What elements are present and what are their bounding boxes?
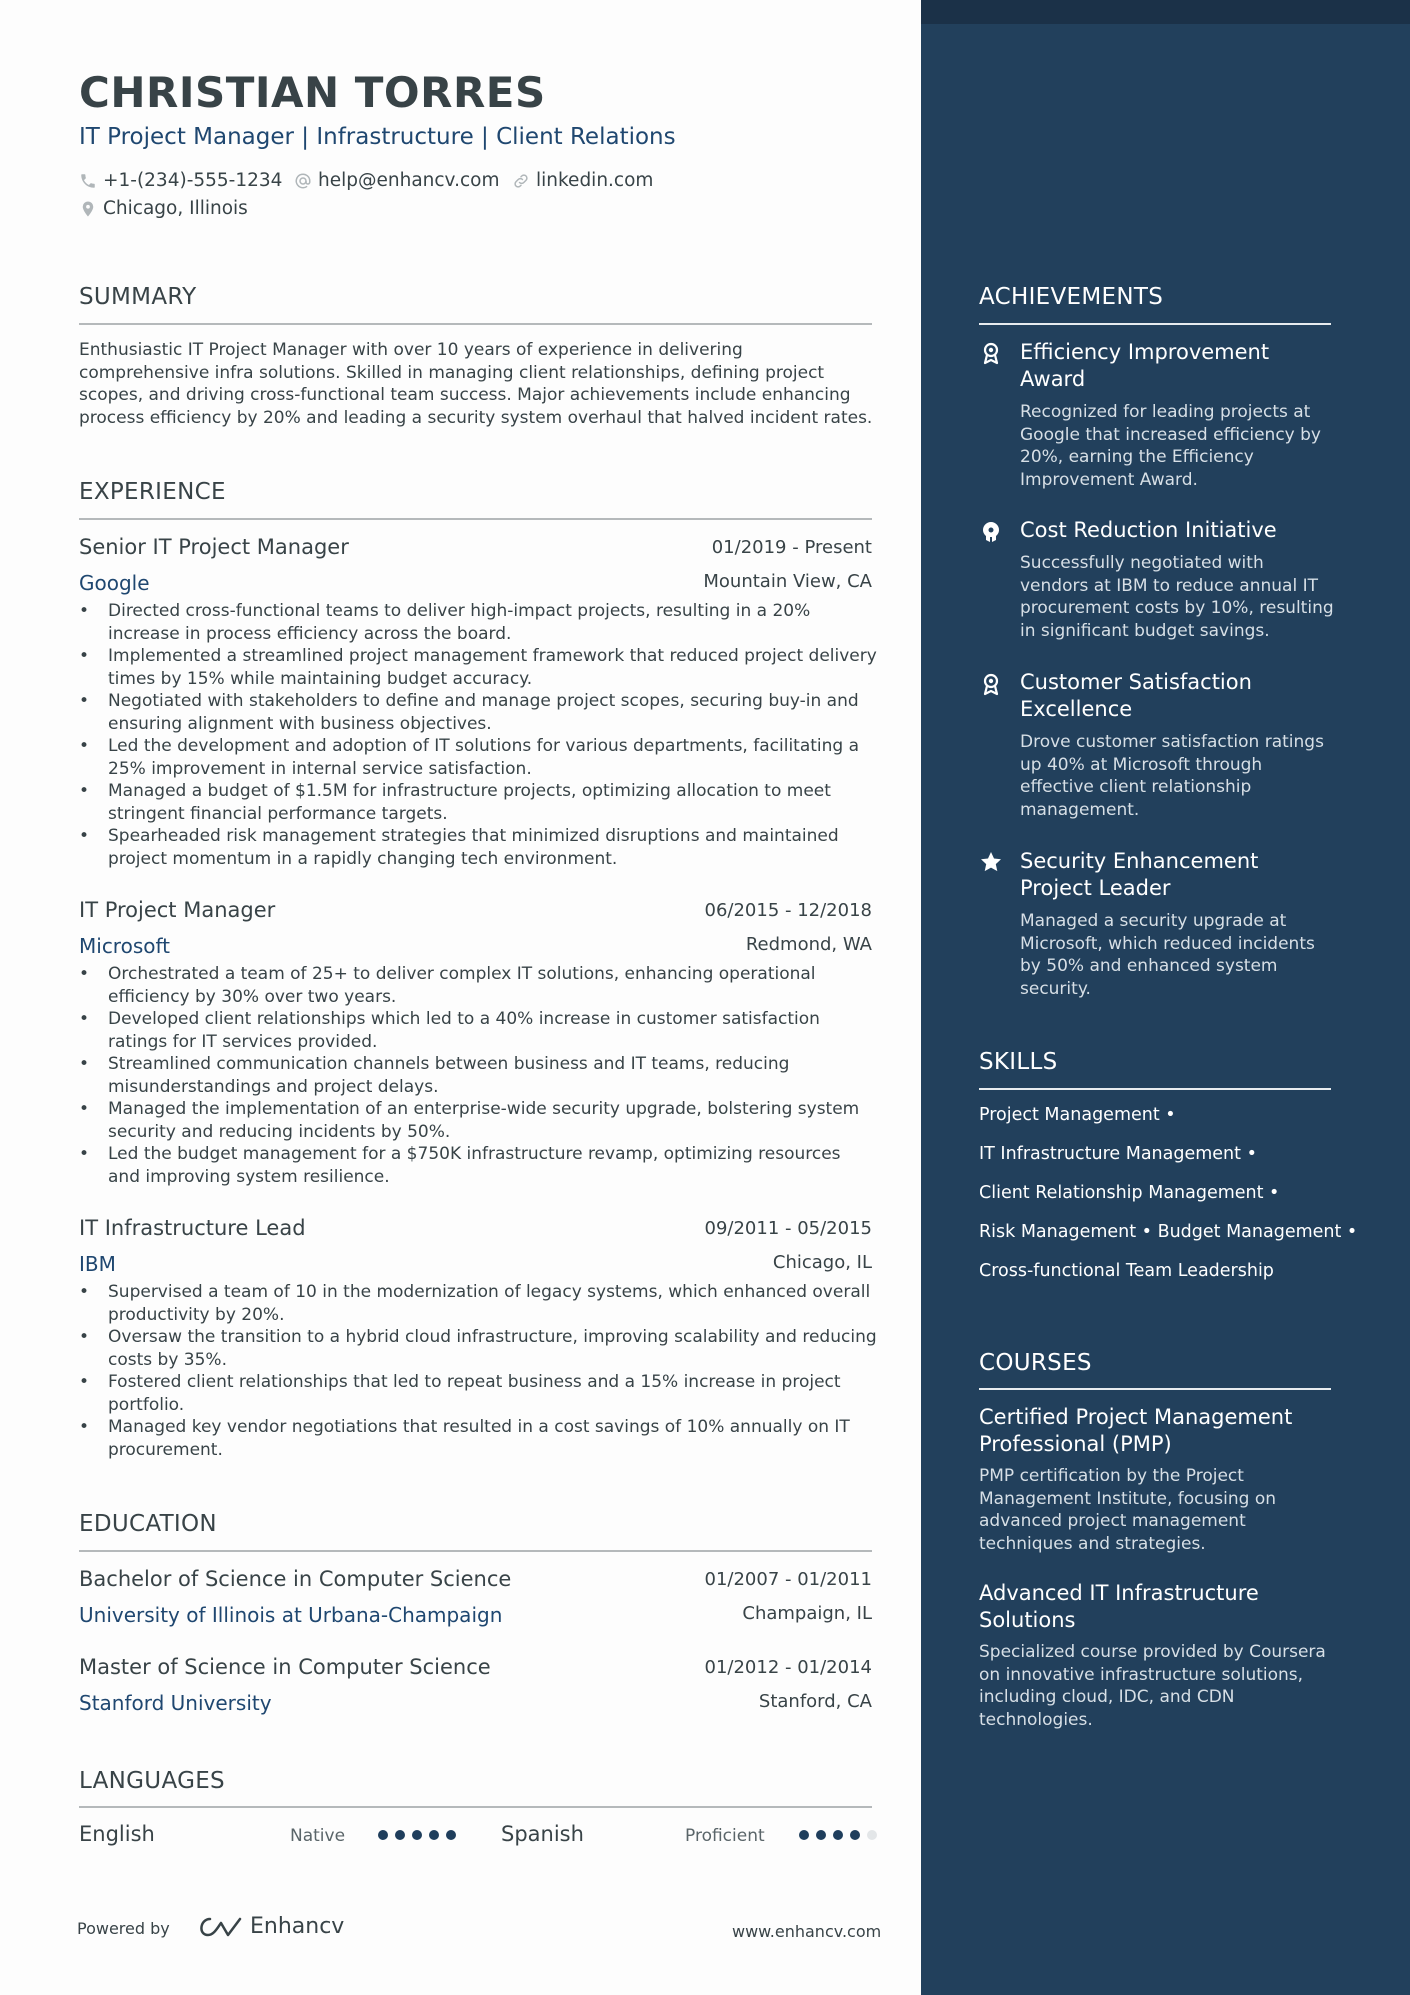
- achievement-title: Security Enhancement Project Leader: [1020, 849, 1259, 900]
- bullet-item: • Oversaw the transition to a hybrid cloud infrastructure, improving scalability and reducing costs by 35%.: [79, 1326, 889, 1371]
- summary-line: process efficiency by 20% and leading a security system overhaul that halved incident rates.: [79, 407, 873, 428]
- skill-item: Client Relationship Management •: [979, 1183, 1280, 1203]
- job-dates: 06/2015 - 12/2018: [704, 900, 872, 921]
- job-dates: 09/2011 - 05/2015: [704, 1218, 872, 1239]
- email-contact[interactable]: [294, 170, 499, 191]
- course-title: Certified Project Management Professional (PMP): [979, 1405, 1293, 1456]
- rating-dot-filled: [816, 1830, 826, 1840]
- star-icon: [979, 850, 1003, 874]
- lightbulb-icon: [979, 520, 1003, 544]
- course-description: Specialized course provided by Coursera on innovative infrastructure solutions, including cloud, IDC, and CDN technologies.: [979, 1642, 1326, 1730]
- languages-title: LANGUAGES: [79, 1768, 225, 1794]
- job-bullets: [79, 1281, 889, 1461]
- skills-divider: [979, 1088, 1331, 1090]
- skill-item: Risk Management • Budget Management •: [979, 1222, 1358, 1242]
- bullet-item: • Developed client relationships which led to a 40% increase in customer satisfaction ratings for IT services provided.: [79, 1008, 889, 1053]
- job-title: IT Infrastructure Lead: [79, 1216, 306, 1240]
- achievement-title: Cost Reduction Initiative: [1020, 518, 1277, 542]
- courses-divider: [979, 1388, 1331, 1390]
- summary-divider: [79, 323, 872, 325]
- experience-title: EXPERIENCE: [79, 479, 226, 505]
- bullet-item: • Orchestrated a team of 25+ to deliver complex IT solutions, enhancing operational efficiency by 30% over two years.: [79, 963, 889, 1008]
- company-name: IBM: [79, 1252, 116, 1276]
- achievement-description: Successfully negotiated with vendors at IBM to reduce annual IT procurement costs by 10%, resulting in significant budget savings.: [1020, 553, 1334, 641]
- education-divider: [79, 1550, 872, 1552]
- rating-dot-filled: [446, 1830, 456, 1840]
- rating-dot-filled: [395, 1830, 405, 1840]
- summary-line: comprehensive infra solutions. Skilled in managing client relationships, defining project: [79, 362, 825, 383]
- language-level: Proficient: [685, 1826, 765, 1846]
- course-description: PMP certification by the Project Management Institute, focusing on advanced project management techniques and strategies.: [979, 1466, 1277, 1554]
- bullet-item: • Directed cross-functional teams to deliver high-impact projects, resulting in a 20% increase in process efficiency across the board.: [79, 600, 889, 645]
- language-level: Native: [290, 1826, 346, 1846]
- summary-title: SUMMARY: [79, 284, 197, 310]
- job-bullets: [79, 963, 889, 1188]
- bullet-item: • Led the budget management for a $750K infrastructure revamp, optimizing resources and improving system resilience.: [79, 1143, 889, 1188]
- degree-title: Bachelor of Science in Computer Science: [79, 1567, 512, 1591]
- languages-divider: [79, 1806, 872, 1808]
- bullet-item: • Managed a budget of $1.5M for infrastructure projects, optimizing allocation to meet stringent financial performance targets.: [79, 780, 889, 825]
- rating-dot-filled: [850, 1830, 860, 1840]
- skill-item: Cross-functional Team Leadership: [979, 1261, 1274, 1281]
- summary-line: Enthusiastic IT Project Manager with over 10 years of experience in delivering: [79, 340, 743, 360]
- candidate-name: CHRISTIAN TORRES: [79, 68, 546, 117]
- rating-dot-filled: [378, 1830, 388, 1840]
- location-pin-icon: [79, 200, 97, 218]
- headline: IT Project Manager | Infrastructure | Client Relations: [79, 124, 676, 150]
- language-name: English: [79, 1822, 155, 1846]
- school-location: Stanford, CA: [758, 1691, 872, 1712]
- enhancv-logo-icon: [196, 1915, 242, 1939]
- bullet-item: • Managed the implementation of an enterprise-wide security upgrade, bolstering system security and reducing incidents by 50%.: [79, 1098, 889, 1143]
- linkedin-contact[interactable]: [512, 170, 653, 191]
- achievement-title: Efficiency Improvement Award: [1020, 340, 1270, 391]
- skill-item: Project Management •: [979, 1105, 1176, 1125]
- job-location: Redmond, WA: [745, 934, 872, 955]
- achievement-description: Managed a security upgrade at Microsoft, which reduced incidents by 50% and enhanced system security.: [1020, 911, 1315, 999]
- language-rating: [378, 1830, 456, 1840]
- achievements-title: ACHIEVEMENTS: [979, 284, 1164, 310]
- enhancv-logo[interactable]: [196, 1914, 344, 1939]
- rating-dot-filled: [429, 1830, 439, 1840]
- email-text: help@enhancv.com: [318, 170, 500, 191]
- at-icon: [294, 172, 312, 190]
- school-location: Champaign, IL: [742, 1603, 872, 1624]
- bullet-item: • Supervised a team of 10 in the modernization of legacy systems, which enhanced overall productivity by 20%.: [79, 1281, 889, 1326]
- phone-icon: [79, 172, 97, 190]
- achievements-divider: [979, 323, 1331, 325]
- location-contact: [79, 198, 248, 219]
- job-title: IT Project Manager: [79, 898, 276, 922]
- phone-text: +1-(234)-555-1234: [103, 170, 283, 191]
- company-name: Google: [79, 571, 150, 595]
- rating-dot-empty: [867, 1830, 877, 1840]
- bullet-item: • Implemented a streamlined project management framework that reduced project delivery times by 15% while maintaining budget accuracy.: [79, 645, 889, 690]
- job-location: Chicago, IL: [772, 1252, 872, 1273]
- language-rating: [799, 1830, 877, 1840]
- company-name: Microsoft: [79, 934, 171, 958]
- bullet-item: • Negotiated with stakeholders to define and manage project scopes, securing buy-in and ensuring alignment with business objectives.: [79, 690, 889, 735]
- education-dates: 01/2007 - 01/2011: [704, 1569, 872, 1590]
- bullet-item: • Fostered client relationships that led to repeat business and a 15% increase in project portfolio.: [79, 1371, 889, 1416]
- course-title: Advanced IT Infrastructure Solutions: [979, 1581, 1259, 1632]
- degree-title: Master of Science in Computer Science: [79, 1655, 491, 1679]
- brand-name: Enhancv: [250, 1914, 345, 1939]
- phone-contact[interactable]: [79, 170, 282, 191]
- job-bullets: [79, 600, 889, 870]
- powered-by-label: Powered by: [77, 1919, 170, 1938]
- skill-item: IT Infrastructure Management •: [979, 1144, 1257, 1164]
- job-location: Mountain View, CA: [703, 571, 872, 592]
- education-title: EDUCATION: [79, 1511, 217, 1537]
- job-dates: 01/2019 - Present: [711, 537, 872, 558]
- bullet-item: • Led the development and adoption of IT solutions for various departments, facilitating a 25% improvement in internal service satisfaction.: [79, 735, 889, 780]
- website-link[interactable]: www.enhancv.com: [732, 1922, 882, 1941]
- school-name: Stanford University: [79, 1691, 272, 1715]
- bullet-item: • Managed key vendor negotiations that resulted in a cost savings of 10% annually on IT procurement.: [79, 1416, 889, 1461]
- rating-dot-filled: [412, 1830, 422, 1840]
- achievement-description: Recognized for leading projects at Google that increased efficiency by 20%, earning the Efficiency Improvement Award.: [1020, 402, 1321, 490]
- sidebar-column: [921, 0, 1410, 1995]
- skills-title: SKILLS: [979, 1049, 1058, 1075]
- achievement-description: Drove customer satisfaction ratings up 40% at Microsoft through effective client relationship management.: [1020, 732, 1324, 820]
- job-title: Senior IT Project Manager: [79, 535, 349, 559]
- link-icon: [512, 172, 530, 190]
- award-icon: [979, 672, 1003, 696]
- achievement-title: Customer Satisfaction Excellence: [1020, 670, 1252, 721]
- education-dates: 01/2012 - 01/2014: [704, 1657, 872, 1678]
- location-text: Chicago, Illinois: [103, 198, 248, 219]
- experience-divider: [79, 518, 872, 520]
- sidebar-top-bar: [921, 0, 1410, 24]
- bullet-item: • Streamlined communication channels between business and IT teams, reducing misunderstandings and project delays.: [79, 1053, 889, 1098]
- award-icon: [979, 341, 1003, 365]
- summary-line: scopes, and driving cross-functional team success. Major achievements include enhancing: [79, 385, 851, 405]
- rating-dot-filled: [833, 1830, 843, 1840]
- language-name: Spanish: [501, 1822, 584, 1846]
- bullet-item: • Spearheaded risk management strategies that minimized disruptions and maintained project momentum in a rapidly changing tech environment.: [79, 825, 889, 870]
- rating-dot-filled: [799, 1830, 809, 1840]
- courses-title: COURSES: [979, 1350, 1092, 1376]
- linkedin-text: linkedin.com: [536, 170, 654, 191]
- school-name: University of Illinois at Urbana-Champaign: [79, 1603, 503, 1627]
- summary-text: [79, 339, 879, 429]
